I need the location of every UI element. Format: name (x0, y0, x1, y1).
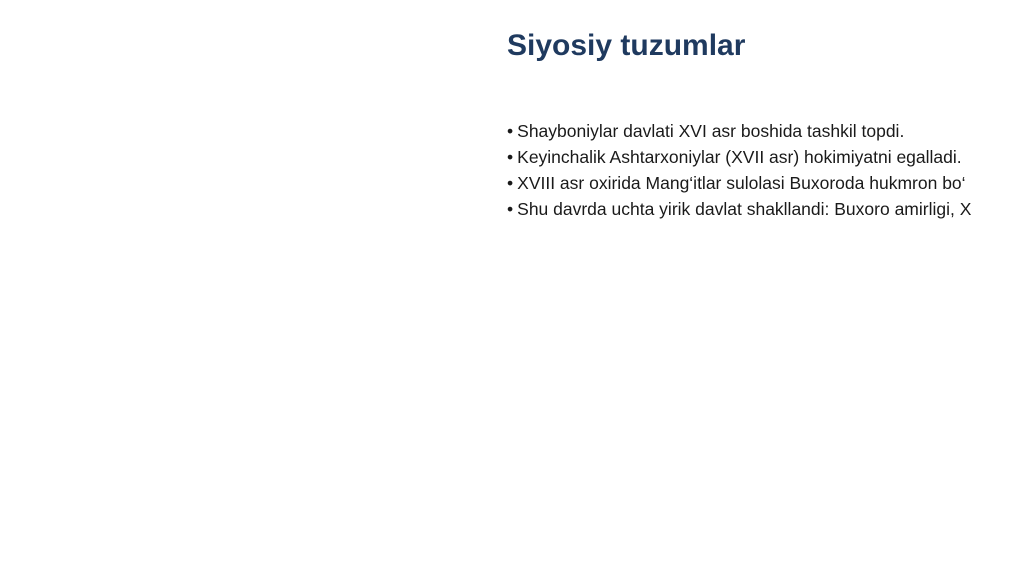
bullet-item (507, 144, 1024, 170)
bullet-marker: • (507, 199, 514, 219)
bullet-item (507, 118, 1024, 144)
bullet-text: XVIII asr oxirida Mang‘itlar sulolasi Buxoroda hukmron bo‘ (517, 173, 966, 193)
bullet-marker: • (507, 147, 514, 167)
bullet-text: Keyinchalik Ashtarxoniylar (XVII asr) hokimiyatni egalladi. (517, 147, 962, 167)
bullet-text: Shayboniylar davlati XVI asr boshida tashkil topdi. (517, 121, 905, 141)
bullet-item (507, 170, 1024, 196)
slide-title: Siyosiy tuzumlar (507, 29, 746, 62)
bullet-item (507, 196, 1024, 222)
bullet-marker: • (507, 121, 514, 141)
bullet-marker: • (507, 173, 514, 193)
bullet-list (507, 118, 1024, 222)
bullet-text: Shu davrda uchta yirik davlat shakllandi: Buxoro amirligi, X (517, 199, 972, 219)
